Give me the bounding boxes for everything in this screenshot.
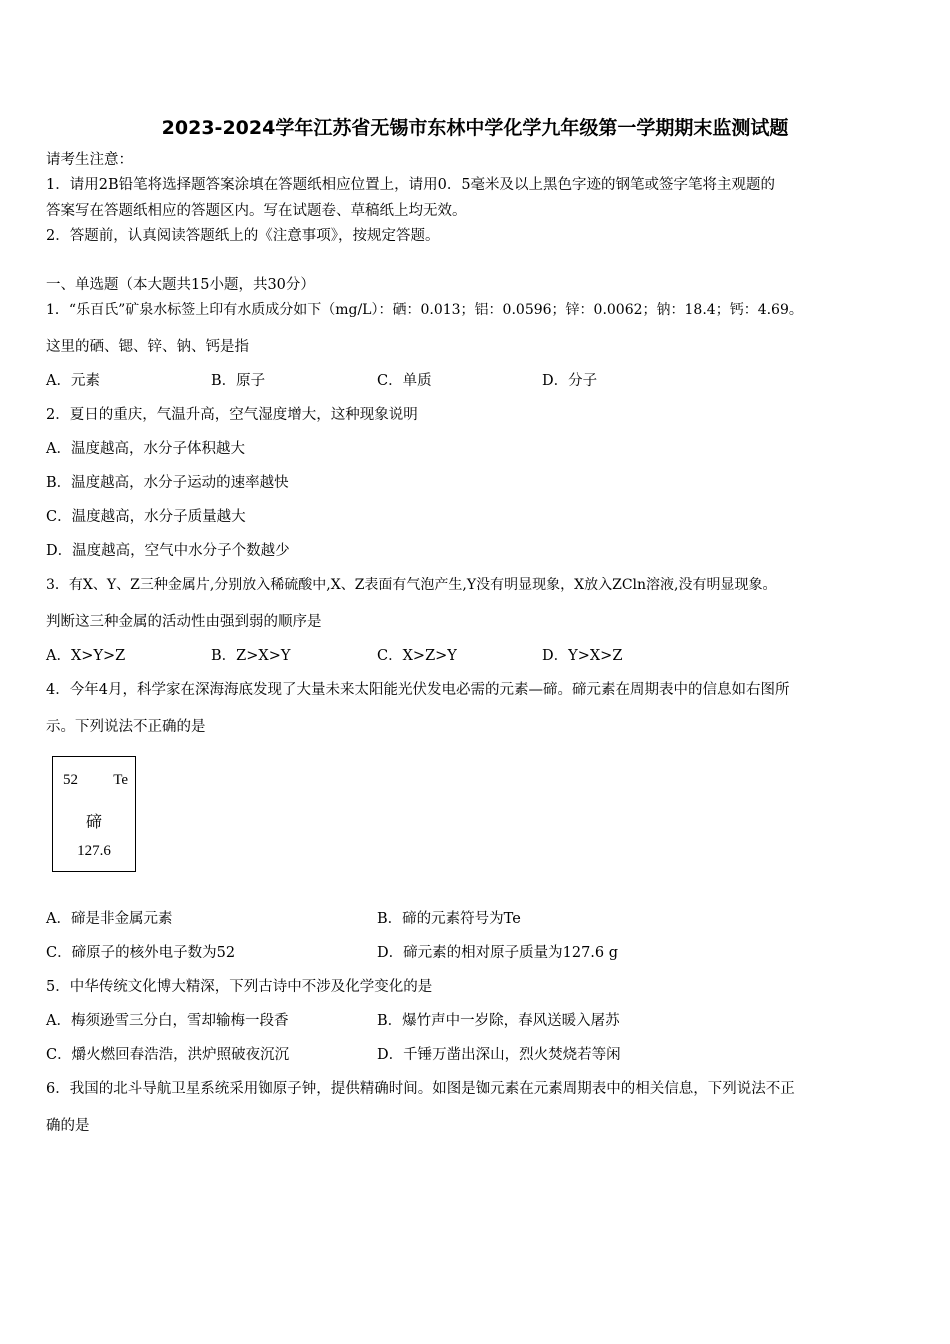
atomic-number: 52 — [63, 772, 78, 788]
notice-item-1-line-1: 1．请用2B铅笔将选择题答案涂填在答题纸相应位置上，请用0．5毫米及以上黑色字迹的钢笔或签字笔将主观题的 — [46, 177, 776, 193]
q4-stem-line-2: 示。下列说法不正确的是 — [46, 719, 206, 735]
q1-option-d: D．分子 — [542, 373, 598, 389]
q3-option-b: B．Z>X>Y — [211, 648, 291, 664]
page-title: 2023-2024学年江苏省无锡市东林中学化学九年级第一学期期末监测试题 — [161, 117, 789, 139]
q1-option-c: C．单质 — [377, 373, 432, 389]
notice-item-2: 2．答题前，认真阅读答题纸上的《注意事项》，按规定答题。 — [46, 228, 440, 244]
q1-option-b: B．原子 — [211, 373, 266, 389]
element-name: 碲 — [85, 814, 102, 831]
q2-option-a: A．温度越高，水分子体积越大 — [46, 441, 245, 457]
q2-option-b: B．温度越高，水分子运动的速率越快 — [46, 475, 289, 491]
q2-option-c: C．温度越高，水分子质量越大 — [46, 509, 246, 525]
q4-stem-line-1: 4．今年4月，科学家在深海海底发现了大量未来太阳能光伏发电必需的元素—碲。碲元素在周期表中的信息如右图所 — [46, 682, 790, 698]
element-symbol: Te — [113, 772, 128, 788]
q6-stem-line-2: 确的是 — [46, 1118, 90, 1134]
q3-option-c: C．X>Z>Y — [377, 648, 457, 664]
q4-option-d: D．碲元素的相对原子质量为127.6 g — [377, 945, 619, 961]
q5-option-c: C．爝火燃回春浩浩，洪炉照破夜沉沉 — [46, 1047, 290, 1063]
q5-option-b: B．爆竹声中一岁除，春风送暖入屠苏 — [377, 1013, 620, 1029]
section-heading: 一、单选题（本大题共15小题，共30分） — [46, 277, 315, 293]
q3-option-a: A．X>Y>Z — [46, 648, 126, 664]
q6-stem-line-1: 6．我国的北斗导航卫星系统采用铷原子钟，提供精确时间。如图是铷元素在元素周期表中的相关信息，下列说法不正 — [46, 1081, 795, 1097]
notice-heading: 请考生注意： — [46, 152, 133, 168]
q2-option-d: D．温度越高，空气中水分子个数越少 — [46, 543, 290, 559]
q5-stem: 5．中华传统文化博大精深，下列古诗中不涉及化学变化的是 — [46, 979, 433, 995]
q1-option-a: A．元素 — [46, 373, 100, 389]
q2-stem: 2．夏日的重庆，气温升高，空气湿度增大，这种现象说明 — [46, 407, 418, 423]
atomic-mass: 127.6 — [77, 843, 111, 859]
q5-option-a: A．梅须逊雪三分白，雪却输梅一段香 — [46, 1013, 289, 1029]
q4-option-c: C．碲原子的核外电子数为52 — [46, 945, 236, 961]
q1-stem-line-2: 这里的硒、锶、锌、钠、钙是指 — [46, 339, 249, 355]
notice-item-1-line-2: 答案写在答题纸相应的答题区内。写在试题卷、草稿纸上均无效。 — [46, 203, 467, 219]
tellurium-element-card — [52, 756, 136, 872]
q3-option-d: D．Y>X>Z — [542, 648, 623, 664]
q4-option-b: B．碲的元素符号为Te — [377, 911, 521, 927]
q5-option-d: D．千锤万凿出深山，烈火焚烧若等闲 — [377, 1047, 621, 1063]
q1-stem-line-1: 1．“乐百氏”矿泉水标签上印有水质成分如下（mg/L）：硒：0.013；铝：0.0596；锌：0.0062；钠：18.4；钙：4.69。 — [46, 302, 803, 318]
q4-option-a: A．碲是非金属元素 — [46, 911, 173, 927]
q3-stem-line-1: 3．有X、Y、Z三种金属片,分别放入稀硫酸中,X、Z表面有气泡产生,Y没有明显现象，X放入ZCln溶液,没有明显现象。 — [46, 577, 777, 593]
q3-stem-line-2: 判断这三种金属的活动性由强到弱的顺序是 — [46, 614, 322, 630]
